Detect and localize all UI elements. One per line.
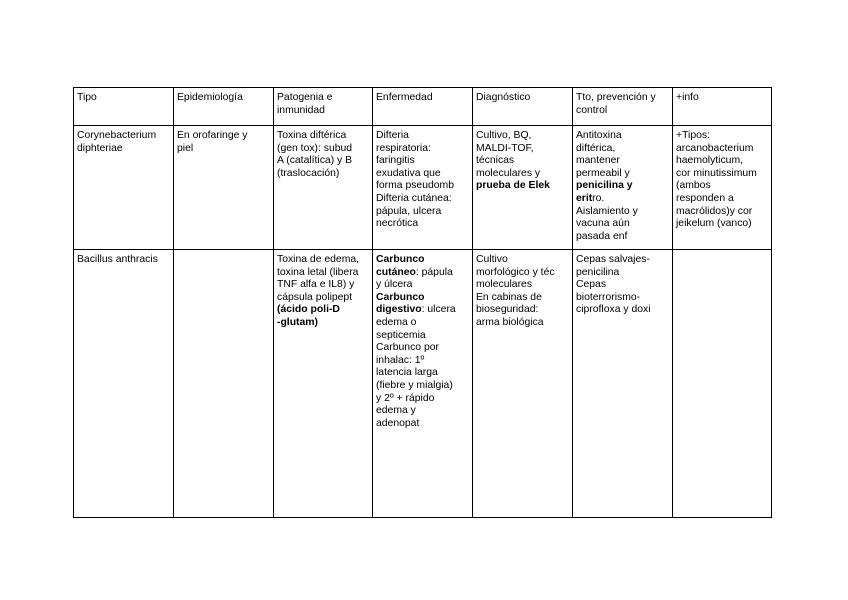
cell-text: septicemia [376, 329, 426, 341]
cell-text-bold: Carbunco [376, 254, 425, 265]
cell-epidemiologia [174, 250, 274, 518]
cell-text-bold: penicilina y [576, 180, 633, 192]
cell-text: diphteriae [77, 142, 123, 154]
data-table [73, 87, 772, 518]
cell-text: diftérica, [576, 142, 616, 154]
cell-text: +Tipos: [676, 130, 710, 141]
cell-text: adenopat [376, 417, 420, 429]
cell-text: Bacillus anthracis [77, 254, 158, 265]
cell-text: mantener [576, 155, 620, 167]
header-text: Enfermedad [376, 92, 433, 103]
cell-text: faringitis [376, 155, 415, 167]
cell-text-line [376, 267, 469, 280]
cell-text: respiratoria: [376, 142, 431, 154]
cell-text: MALDI-TOF, [476, 142, 534, 154]
cell-text: y úlcera [376, 279, 413, 291]
cell-text: Antitoxina [576, 130, 622, 141]
cell-text-bold: prueba de Elek [476, 180, 550, 192]
cell-text: pasada enf [576, 230, 628, 242]
cell-text: forma pseudomb [376, 180, 454, 192]
cell-text: TNF alfa e IL8) y [277, 279, 355, 291]
cell-text: Cepas [576, 279, 607, 291]
cell-text-line [376, 304, 469, 317]
cell-enfermedad [373, 126, 473, 250]
header-cell-enfermedad [373, 88, 473, 126]
cell-text: Cultivo, BQ, [476, 130, 532, 141]
cell-text-bold: (ácido poli-D [277, 304, 340, 316]
cell-text: permeabil y [576, 167, 630, 179]
cell-text: bioseguridad: [476, 304, 539, 316]
cell-text: edema o [376, 316, 417, 328]
header-cell-patogenia [274, 88, 373, 126]
cell-diagnostico [473, 250, 573, 518]
cell-text: necrótica [376, 218, 419, 230]
cell-enfermedad [373, 250, 473, 518]
cell-text: En cabinas de [476, 291, 542, 303]
cell-text: A (catalítica) y B [277, 155, 353, 167]
header-text: Epidemiología [177, 92, 243, 103]
header-cell-epidemiologia [174, 88, 274, 126]
cell-tipo [74, 126, 174, 250]
cell-text: morfológico y téc [476, 266, 555, 278]
cell-text: (ambos [676, 180, 711, 192]
cell-text-line [576, 193, 669, 206]
cell-text: moleculares y [476, 167, 541, 179]
cell-text-bold: -glutam) [277, 316, 318, 328]
cell-text: Aislamiento y [576, 205, 638, 217]
cell-text: arcanobacterium [676, 142, 754, 154]
cell-text: técnicas [476, 155, 515, 167]
cell-text: Corynebacterium [77, 130, 157, 141]
header-text: control [576, 104, 608, 116]
cell-text: Toxina diftérica [277, 130, 347, 141]
cell-text: moleculares [476, 279, 533, 291]
header-text: Diagnóstico [476, 92, 531, 103]
header-text: Patogenia e [277, 92, 333, 103]
header-cell-tipo [74, 88, 174, 126]
cell-text-bold: cutáneo [376, 266, 416, 278]
cell-text: haemolyticum, [676, 155, 743, 167]
cell-tratamiento [573, 126, 673, 250]
header-text: inmunidad [277, 104, 325, 116]
cell-text: : ulcera [421, 304, 456, 316]
cell-tratamiento [573, 250, 673, 518]
cell-text: Carbunco por [376, 342, 439, 354]
cell-text: cor minutissimum [676, 167, 757, 179]
cell-text: exudativa que [376, 167, 441, 179]
cell-text: bioterrorismo- [576, 291, 641, 303]
cell-text: piel [177, 142, 194, 154]
table-header-row [74, 88, 772, 126]
cell-text: Difteria [376, 130, 409, 141]
cell-text: ciprofloxa y doxi [576, 304, 651, 316]
cell-tipo [74, 250, 174, 518]
cell-diagnostico [473, 126, 573, 250]
cell-text: latencia larga [376, 367, 438, 379]
cell-text: penicilina [576, 266, 620, 278]
cell-text: pápula, ulcera [376, 205, 442, 217]
cell-text: : pápula [415, 266, 453, 278]
cell-text: cápsula polipept [277, 291, 353, 303]
cell-text: Cultivo [476, 254, 508, 265]
cell-text-bold: erit [576, 192, 593, 204]
table-row [74, 126, 772, 250]
cell-epidemiologia [174, 126, 274, 250]
cell-text: (gen tox): subud [277, 142, 353, 154]
cell-patogenia [274, 126, 373, 250]
cell-text: edema y [376, 405, 416, 417]
cell-text: Toxina de edema, [277, 254, 360, 265]
cell-text: Cepas salvajes- [576, 254, 650, 265]
cell-text: (traslocación) [277, 167, 340, 179]
cell-text: inhalac: 1º [376, 354, 425, 366]
cell-text: macrólidos)y cor [676, 205, 753, 217]
cell-text: Difteria cutánea: [376, 192, 452, 204]
header-text: Tto, prevención y [576, 92, 656, 103]
cell-info [673, 126, 772, 250]
cell-text: (fiebre y mialgia) [376, 379, 453, 391]
cell-patogenia [274, 250, 373, 518]
cell-text-bold: digestivo [376, 304, 422, 316]
header-text: +info [676, 92, 699, 103]
header-text: Tipo [77, 92, 97, 103]
cell-text: toxina letal (libera [277, 266, 359, 278]
cell-text: arma biológica [476, 316, 544, 328]
cell-text: En orofaringe y [177, 130, 248, 141]
cell-text: responden a [676, 192, 734, 204]
cell-text: ro. [592, 192, 605, 204]
cell-text-bold: Carbunco [376, 291, 425, 303]
cell-text: jeikelum (vanco) [676, 218, 752, 230]
table-row [74, 250, 772, 518]
header-cell-tratamiento [573, 88, 673, 126]
header-cell-info [673, 88, 772, 126]
cell-text: y 2º + rápido [376, 392, 435, 404]
cell-text: vacuna aún [576, 218, 630, 230]
cell-info [673, 250, 772, 518]
header-cell-diagnostico [473, 88, 573, 126]
